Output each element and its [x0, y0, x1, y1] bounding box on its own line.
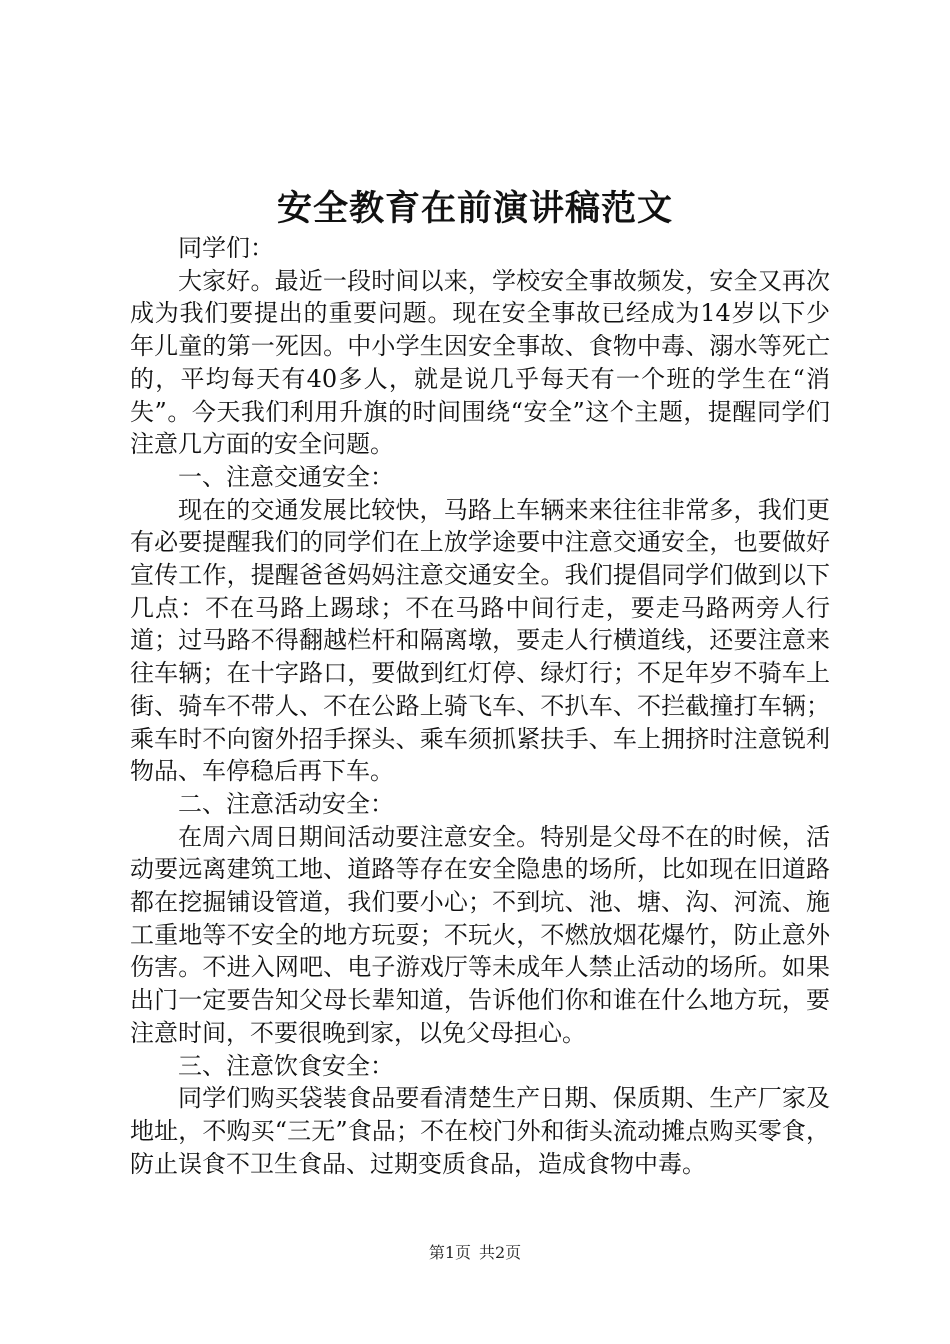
section-heading-traffic: 一、注意交通安全：: [178, 462, 394, 491]
paragraph-intro: 大家好。最近一段时间以来，学校安全事故频发，安全又再次成为我们要提出的重要问题。现在安全事故已经成为14岁以下少年儿童的第一死因。中小学生因安全事故、食物中毒、溺水等死亡的，平均每天有40多人，就是说几乎每天有一个班的学生在“消失”。今天我们利用升旗的时间围绕“安全”这个主题，提醒同学们注意几方面的安全问题。: [130, 266, 830, 459]
section-heading-food: 三、注意饮食安全：: [178, 1051, 394, 1080]
paragraph-food: 同学们购买袋装食品要看清楚生产日期、保质期、生产厂家及地址，不购买“三无”食品；不在校门外和街头流动摊点购买零食，防止误食不卫生食品、过期变质食品，造成食物中毒。: [130, 1084, 830, 1178]
paragraph-traffic: 现在的交通发展比较快，马路上车辆来来往往非常多，我们更有必要提醒我们的同学们在上放学途要中注意交通安全，也要做好宣传工作，提醒爸爸妈妈注意交通安全。我们提倡同学们做到以下几点：不在马路上踢球；不在马路中间行走，要走马路两旁人行道；过马路不得翻越栏杆和隔离墩，要走人行横道线，还要注意来往车辆；在十字路口，要做到红灯停、绿灯行；不足年岁不骑车上街、骑车不带人、不在公路上骑飞车、不扒车、不拦截撞打车辆；乘车时不向窗外招手探头、乘车须抓紧扶手、车上拥挤时注意锐利物品、车停稳后再下车。: [130, 495, 830, 786]
document-body: [130, 232, 830, 1180]
page-number: 第1页: [428, 1243, 471, 1262]
section-heading-activity: 二、注意活动安全：: [178, 789, 394, 818]
paragraph-activity: 在周六周日期间活动要注意安全。特别是父母不在的时候，活动要远离建筑工地、道路等存在安全隐患的场所，比如现在旧道路都在挖掘铺设管道，我们要小心；不到坑、池、塘、沟、河流、施工重地等不安全的地方玩耍；不玩火，不燃放烟花爆竹，防止意外伤害。不进入网吧、电子游戏厅等未成年人禁止活动的场所。如果出门一定要告知父母长辈知道，告诉他们你和谁在什么地方玩，要注意时间，不要很晚到家，以免父母担心。: [130, 822, 830, 1047]
document-title: 安全教育在前演讲稿范文: [276, 188, 673, 229]
page-footer: [0, 1242, 950, 1264]
page-total: 共2页: [479, 1243, 522, 1262]
salutation: 同学们：: [178, 234, 274, 262]
